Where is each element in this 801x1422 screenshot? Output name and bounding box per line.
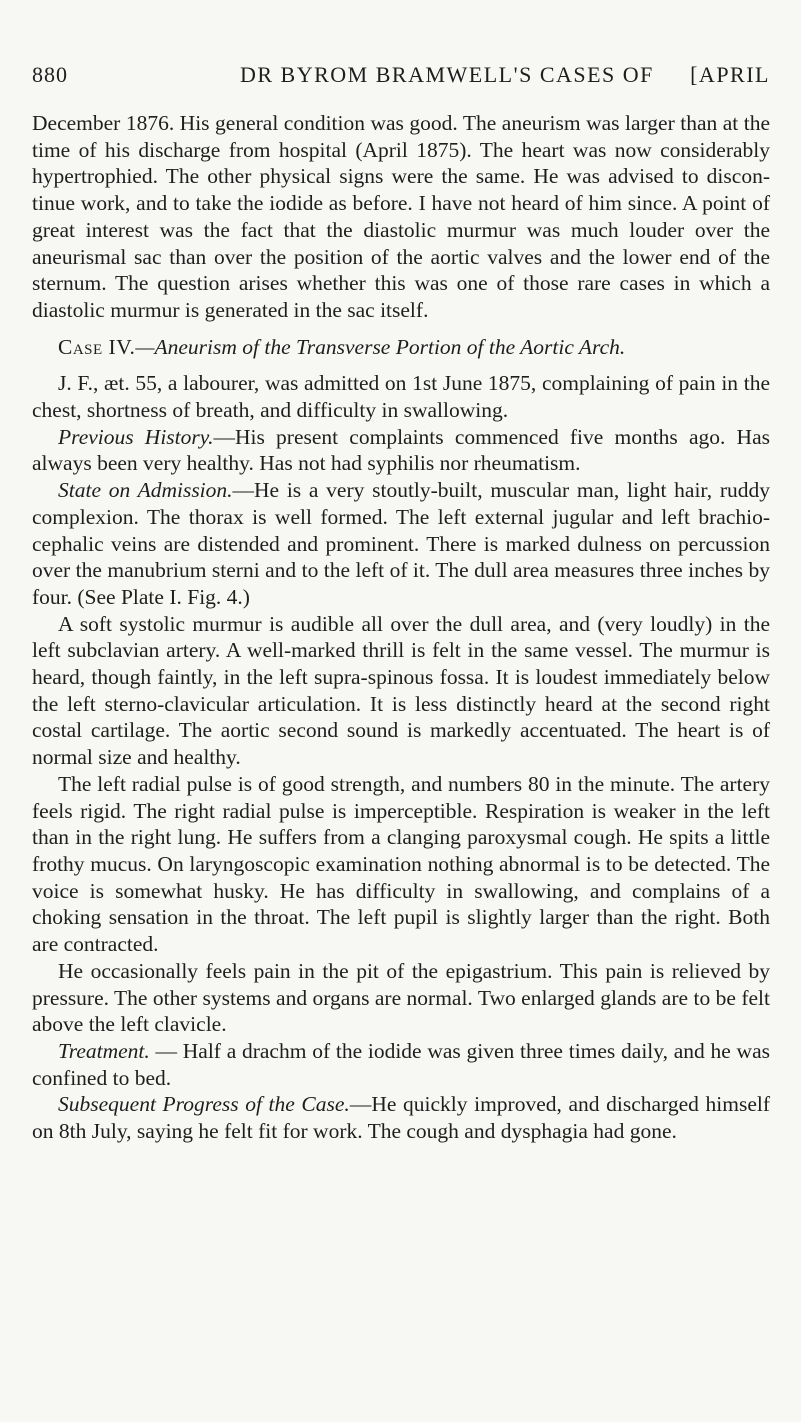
running-month: [APRIL: [690, 62, 770, 87]
section-label: Previous History.: [58, 424, 214, 449]
page-number: 880: [32, 62, 68, 87]
paragraph-pulse: The left radial pulse is of good strength, and numbers 80 in the minute. The artery feels rigid. The right radial pulse is imperceptible. Respiration is weaker in the left than in the right lung. He suffers from a clanging paroxysmal cough. He spits a little frothy mucus. On laryngoscopic examination nothing abnormal is to be detected. The voice is somewhat husky. He has difficulty in swallowing, and complains of a choking sensation in the throat. The left pupil is slightly larger than the right. Both are contracted.: [32, 771, 770, 957]
paragraph-epigastrium: He occasionally feels pain in the pit of the epigastrium. This pain is relieved by pressure. The other systems and organs are normal. Two enlarged glands are to be felt above the left clavicle.: [32, 958, 770, 1037]
paragraph-treatment: Treatment. — Half a drachm of the iodide was given three times daily, and he was confined to bed.: [32, 1038, 770, 1090]
paragraph-intro: J. F., æt. 55, a labourer, was admitted on 1st June 1875, complaining of pain in the chest, shortness of breath, and difficulty in swallowing.: [32, 371, 770, 423]
paragraph-murmur: A soft systolic murmur is audible all over the dull area, and (very loudly) in the left subclavian artery. A well-marked thrill is felt in the same vessel. The murmur is heard, though faintly, in the left supra-spinous fossa. It is loudest immediately below the left sterno-clavicular articulation. It is less distinctly heard at the second right costal cartilage. The aortic second sound is markedly accentuated. The heart is of normal size and healthy.: [32, 611, 770, 770]
section-label: State on Admission.: [58, 478, 233, 503]
case-title: —Aneurism of the Transverse Portion of the Aortic Arch.: [135, 334, 626, 359]
paragraph-state-on-admission: State on Admission.—He is a very stoutly-built, muscular man, light hair, ruddy complexion. The thorax is well formed. The left external jugular and left brachio-cephalic veins are distended and prominent. There is marked dulness on percussion over the manubrium sterni and to the left of it. The dull area measures three inches by four. (See Plate I. Fig. 4.): [32, 478, 770, 609]
running-header: [32, 62, 770, 92]
paragraph-continuation: December 1876. His general condition was good. The aneurism was larger than at the time of his discharge from hospital (April 1875). The heart was now considerably hypertrophied. The other physical signs were the same. He was advised to discontinue work, and to take the iodide as before. I have not heard of him since. A point of great interest was the fact that the diastolic murmur was much louder over the aneurismal sac than over the position of the aortic valves and the lower end of the sternum. The question arises whether this was one of those rare cases in which a diastolic murmur is generated in the sac itself.: [32, 111, 770, 322]
paragraph-previous-history: Previous History.—His present complaints commenced five months ago. Has always been very healthy. Has not had syphilis nor rheumatism.: [32, 424, 770, 476]
article-body: [32, 110, 770, 1145]
section-label: Subsequent Progress of the Case.: [58, 1092, 350, 1117]
running-title: DR BYROM BRAMWELL'S CASES OF: [240, 62, 654, 87]
paragraph-subsequent-progress: Subsequent Progress of the Case.—He quickly improved, and discharged himself on 8th July, saying he felt fit for work. The cough and dysphagia had gone.: [32, 1092, 770, 1144]
case-heading: [32, 334, 770, 361]
case-label: Case IV.: [58, 334, 136, 359]
section-label: Treatment.: [58, 1038, 150, 1063]
